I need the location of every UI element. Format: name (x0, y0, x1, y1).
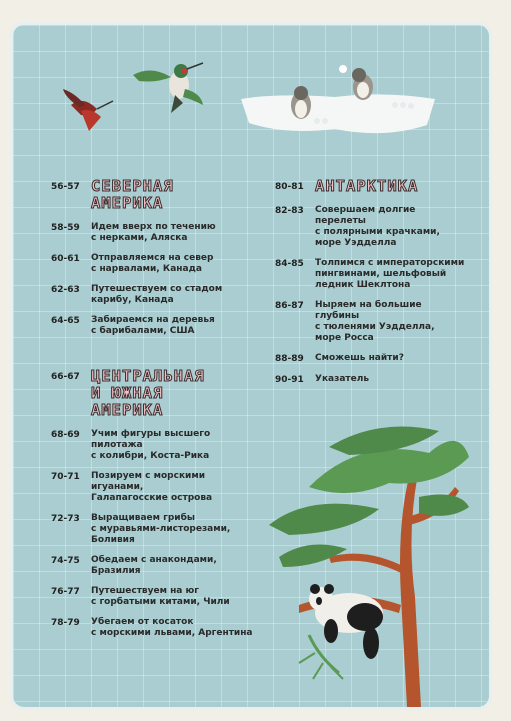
entry-pages: 68-69 (51, 430, 80, 440)
section-title: АНТАРКТИКА (315, 177, 419, 195)
entry-pages: 84-85 (275, 259, 304, 269)
contents-left-column (51, 178, 256, 648)
entry-pages: 72-73 (51, 514, 80, 524)
entry-text: Идем вверх по течению с нерками, Аляска (91, 222, 216, 243)
entry-text: Ныряем на большие глубины с тюленями Уэдделла, море Росса (315, 300, 435, 343)
section-pages: 66-67 (51, 372, 80, 382)
entry-pages: 90-91 (275, 375, 304, 385)
toc-entry[interactable] (51, 429, 256, 462)
toc-entry[interactable] (51, 555, 256, 577)
entry-text: Отправляемся на север с нарвалами, Канада (91, 253, 214, 274)
toc-entry[interactable] (51, 315, 256, 337)
entry-pages: 74-75 (51, 556, 80, 566)
entry-pages: 58-59 (51, 223, 80, 233)
toc-entry[interactable] (51, 513, 256, 546)
entry-pages: 82-83 (275, 206, 304, 216)
section-antarctica (275, 178, 465, 195)
hummingbird-illustration-left (61, 87, 121, 137)
entry-text: Путешествуем на юг с горбатыми китами, Чили (91, 586, 230, 607)
entry-text: Толпимся с императорскими пингвинами, шельфовый ледник Шеклтона (315, 258, 465, 290)
entry-text: Позируем с морскими игуанами, Галапагосские острова (91, 471, 213, 503)
toc-entry[interactable] (51, 222, 256, 244)
entry-text: Убегаем от косаток с морскими львами, Аргентина (91, 617, 253, 638)
entry-text: Забираемся на деревья с барибалами, США (91, 315, 215, 336)
entry-pages: 86-87 (275, 301, 304, 311)
toc-entry[interactable] (51, 586, 256, 608)
contents-right-column (275, 178, 465, 395)
toc-entry[interactable] (275, 300, 465, 344)
entry-text: Указатель (315, 374, 370, 384)
entry-pages: 70-71 (51, 472, 80, 482)
entry-text: Выращиваем грибы с муравьями-листорезами, Боливия (91, 513, 231, 545)
hummingbird-illustration-right (131, 59, 211, 119)
section-pages: 80-81 (275, 182, 304, 192)
entry-pages: 62-63 (51, 285, 80, 295)
entry-pages: 88-89 (275, 354, 304, 364)
section-title: ЦЕНТРАЛЬНАЯ И ЮЖНАЯ АМЕРИКА (91, 367, 205, 419)
section-central-south-america (51, 368, 256, 419)
entry-text: Сможешь найти? (315, 353, 404, 363)
entry-pages: 76-77 (51, 587, 80, 597)
entry-text: Совершаем долгие перелеты с полярными крачками, море Уэдделла (315, 205, 440, 248)
contents-panel (10, 22, 492, 710)
toc-entry[interactable] (275, 205, 465, 249)
toc-entry[interactable] (51, 284, 256, 306)
toc-entry[interactable] (51, 471, 256, 504)
entry-pages: 64-65 (51, 316, 80, 326)
entry-pages: 78-79 (51, 618, 80, 628)
tree-with-panda-illustration (269, 417, 469, 707)
toc-entry[interactable] (51, 253, 256, 275)
toc-entry[interactable] (275, 374, 465, 386)
entry-text: Путешествуем со стадом карибу, Канада (91, 284, 223, 305)
section-north-america (51, 178, 256, 212)
entry-pages: 60-61 (51, 254, 80, 264)
entry-text: Обедаем с анакондами, Бразилия (91, 555, 217, 576)
section-pages: 56-57 (51, 182, 80, 192)
toc-entry[interactable] (275, 353, 465, 365)
penguins-on-ice-illustration (235, 65, 455, 145)
toc-entry[interactable] (275, 258, 465, 291)
toc-entry[interactable] (51, 617, 256, 639)
entry-text: Учим фигуры высшего пилотажа с колибри, Коста-Рика (91, 429, 211, 461)
section-title: СЕВЕРНАЯ АМЕРИКА (91, 177, 174, 212)
